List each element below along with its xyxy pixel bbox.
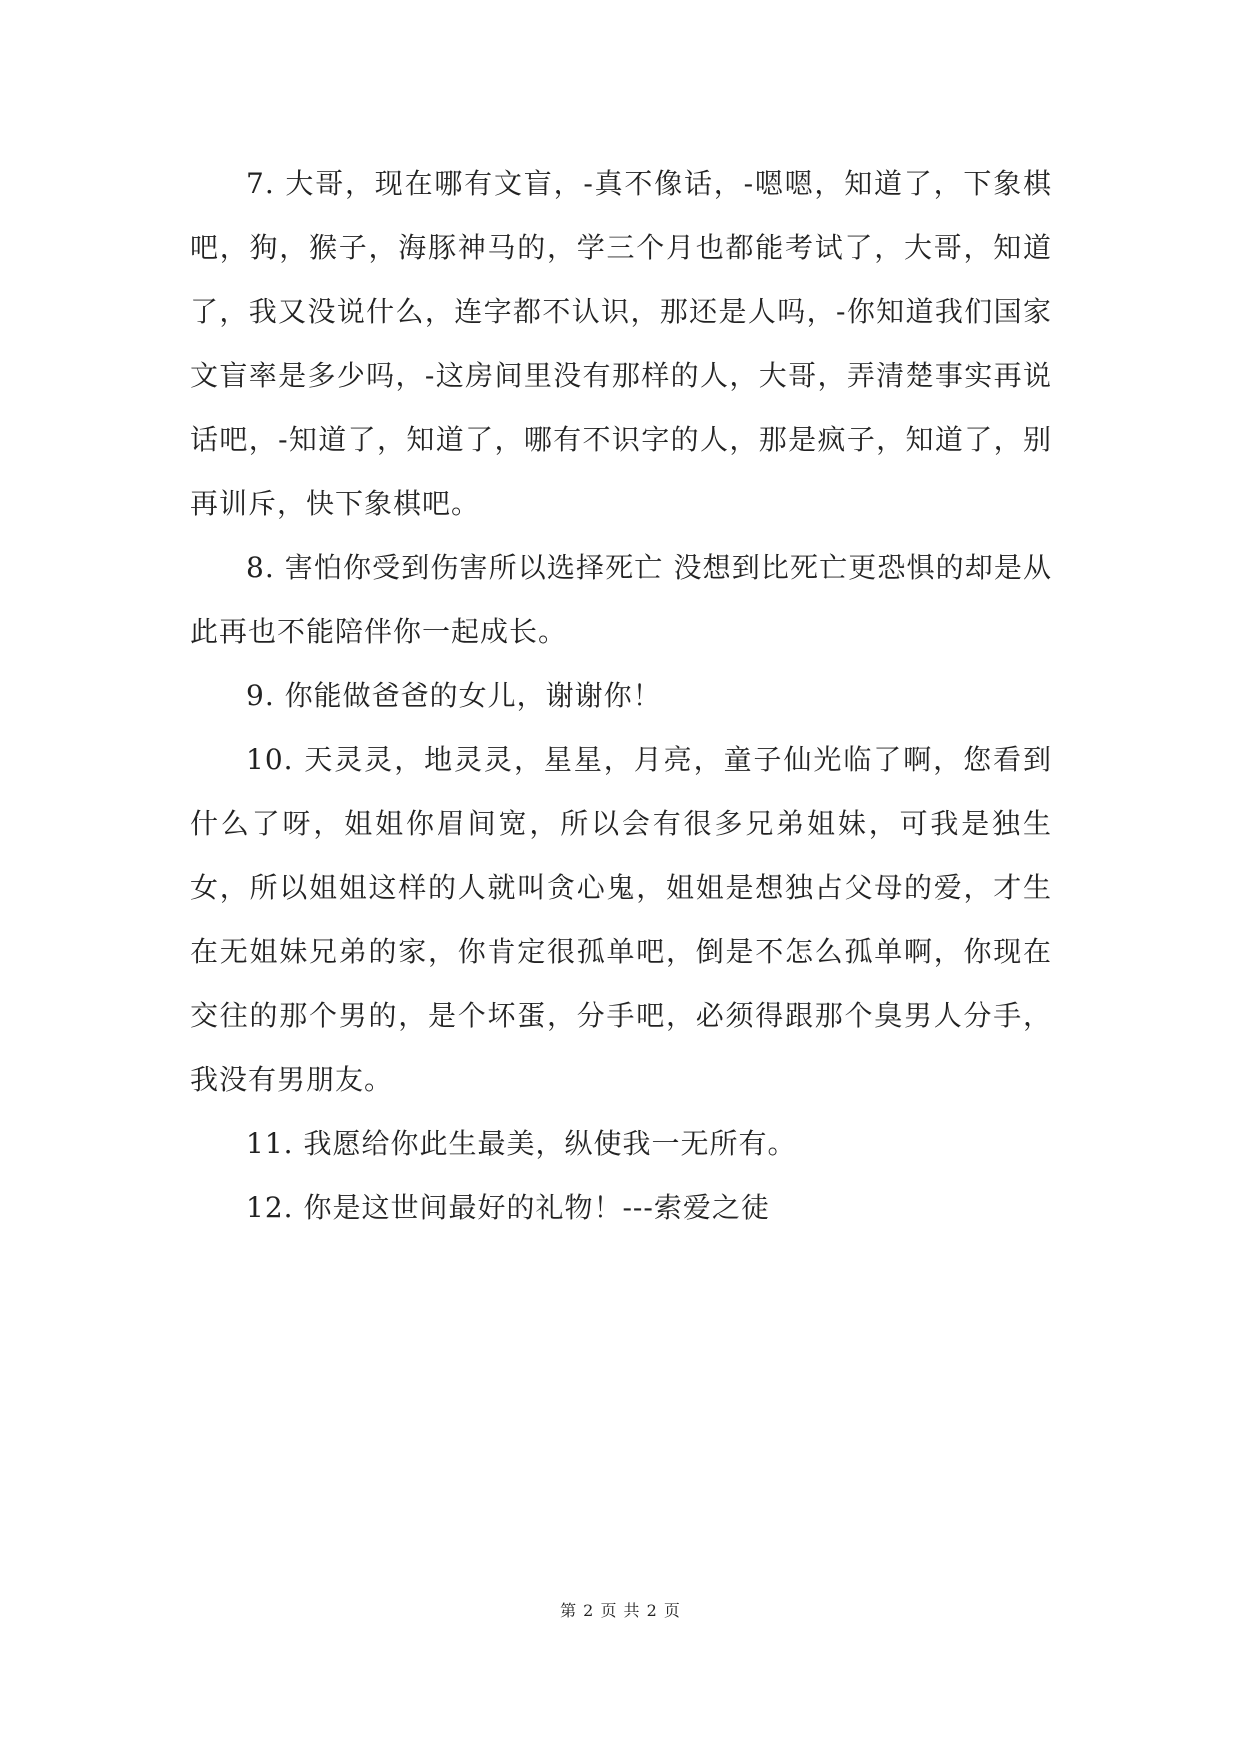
paragraph-number: 10. bbox=[246, 743, 294, 776]
paragraph-text: 大哥，现在哪有文盲，-真不像话，-嗯嗯，知道了，下象棋吧，狗，猴子，海豚神马的，学三个月也都能考试了，大哥，知道了，我又没说什么，连字都不认识，那还是人吗，-你知道我们国家文盲率是多少吗，-这房间里没有那样的人，大哥，弄清楚事实再说话吧，-知道了，知道了，哪有不识字的人，那是疯子，知道了，别再训斥，快下象棋吧。 bbox=[190, 167, 1052, 520]
paragraph-number: 12. bbox=[246, 1191, 294, 1224]
paragraph-text: 我愿给你此生最美，纵使我一无所有。 bbox=[303, 1127, 797, 1160]
paragraph-12 bbox=[190, 1176, 1052, 1240]
paragraph-text: 天灵灵，地灵灵，星星，月亮，童子仙光临了啊，您看到什么了呀，姐姐你眉间宽，所以会有很多兄弟姐妹，可我是独生女，所以姐姐这样的人就叫贪心鬼，姐姐是想独占父母的爱，才生在无姐妹兄弟的家，你肯定很孤单吧，倒是不怎么孤单啊，你现在交往的那个男的，是个坏蛋，分手吧，必须得跟那个臭男人分手，我没有男朋友。 bbox=[190, 743, 1052, 1096]
paragraph-text: 你能做爸爸的女儿，谢谢你！ bbox=[284, 679, 662, 712]
paragraph-text: 害怕你受到伤害所以选择死亡 没想到比死亡更恐惧的却是从此再也不能陪伴你一起成长。 bbox=[190, 551, 1052, 648]
document-body bbox=[190, 152, 1052, 1240]
paragraph-text: 你是这世间最好的礼物！---索爱之徒 bbox=[303, 1191, 770, 1224]
paragraph-7 bbox=[190, 152, 1052, 536]
paragraph-8 bbox=[190, 536, 1052, 664]
paragraph-number: 8. bbox=[246, 551, 275, 584]
paragraph-number: 9. bbox=[246, 679, 275, 712]
paragraph-number: 7. bbox=[246, 167, 275, 200]
paragraph-10 bbox=[190, 728, 1052, 1112]
paragraph-number: 11. bbox=[246, 1127, 294, 1160]
page-number-footer: 第 2 页 共 2 页 bbox=[560, 1601, 681, 1620]
paragraph-11 bbox=[190, 1112, 1052, 1176]
paragraph-9 bbox=[190, 664, 1052, 728]
